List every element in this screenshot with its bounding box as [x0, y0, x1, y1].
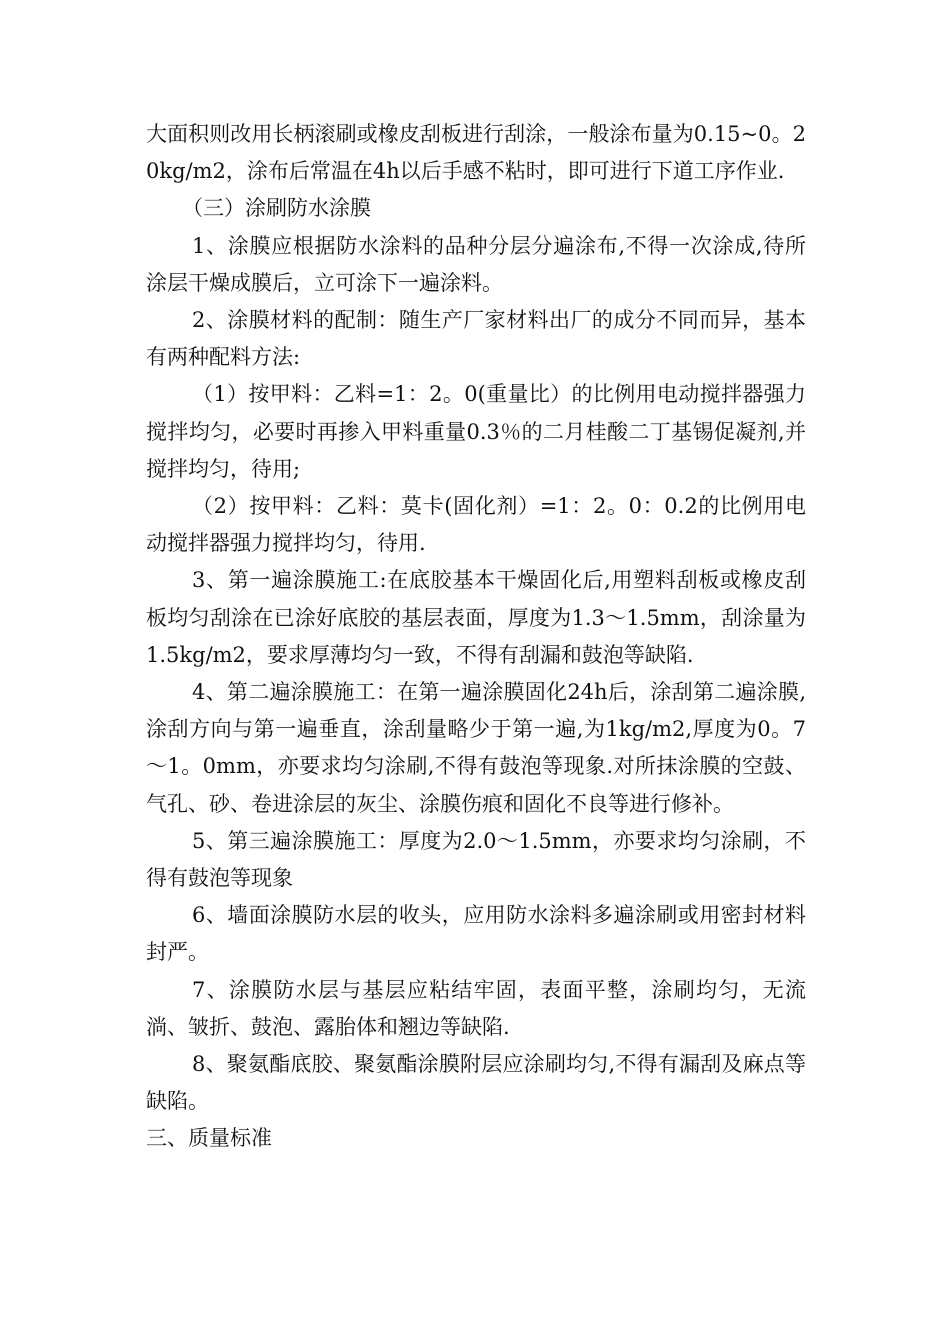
paragraph-subitem-2: （2）按甲料：乙料：莫卡(固化剂）=1：2。0：0.2的比例用电动搅拌器强力搅拌均匀，待用.	[146, 494, 806, 556]
paragraph-subitem-1: （1）按甲料：乙料=1：2。0(重量比）的比例用电动搅拌器强力搅拌均匀，必要时再掺入甲料重量0.3％的二月桂酸二丁基锡促凝剂,并搅拌均匀，待用;	[146, 382, 806, 481]
section-heading-quality-standard: 三、质量标准	[146, 1126, 272, 1151]
section-heading-apply-coating: （三）涂刷防水涂膜	[182, 196, 371, 221]
paragraph-item-3: 3、第一遍涂膜施工:在底胶基本干燥固化后,用塑料刮板或橡皮刮板均匀刮涂在已涂好底胶的基层表面，厚度为1.3～1.5mm，刮涂量为1.5kg/m2，要求厚薄均匀一致，不得有刮漏和鼓泡等缺陷.	[146, 568, 806, 667]
paragraph-item-6: 6、墙面涂膜防水层的收头，应用防水涂料多遍涂刷或用密封材料封严。	[146, 903, 806, 965]
paragraph-item-4: 4、第二遍涂膜施工：在第一遍涂膜固化24h后，涂刮第二遍涂膜,涂刮方向与第一遍垂直，涂刮量略少于第一遍,为1kg/m2,厚度为0。7～1。0mm，亦要求均匀涂刷,不得有鼓泡等现象.对所抹涂膜的空鼓、气孔、砂、卷进涂层的灰尘、涂膜伤痕和固化不良等进行修补。	[146, 680, 806, 816]
paragraph-item-2: 2、涂膜材料的配制：随生产厂家材料出厂的成分不同而异，基本有两种配料方法:	[146, 308, 806, 370]
paragraph-item-5: 5、第三遍涂膜施工：厚度为2.0～1.5mm，亦要求均匀涂刷，不得有鼓泡等现象	[146, 828, 806, 891]
paragraph-item-1: 1、涂膜应根据防水涂料的品种分层分遍涂布,不得一次涂成,待所涂层干燥成膜后，立可涂下一遍涂料。	[146, 233, 806, 295]
paragraph-continuation: 大面积则改用长柄滚刷或橡皮刮板进行刮涂，一般涂布量为0.15~0。20kg/m2，涂布后常温在4h以后手感不粘时，即可进行下道工序作业.	[146, 122, 806, 184]
paragraph-item-8: 8、聚氨酯底胶、聚氨酯涂膜附层应涂刷均匀,不得有漏刮及麻点等缺陷。	[146, 1052, 806, 1114]
paragraph-item-7: 7、涂膜防水层与基层应粘结牢固，表面平整，涂刷均匀，无流淌、皱折、鼓泡、露胎体和翘边等缺陷.	[146, 977, 806, 1039]
document-page	[146, 116, 806, 1158]
